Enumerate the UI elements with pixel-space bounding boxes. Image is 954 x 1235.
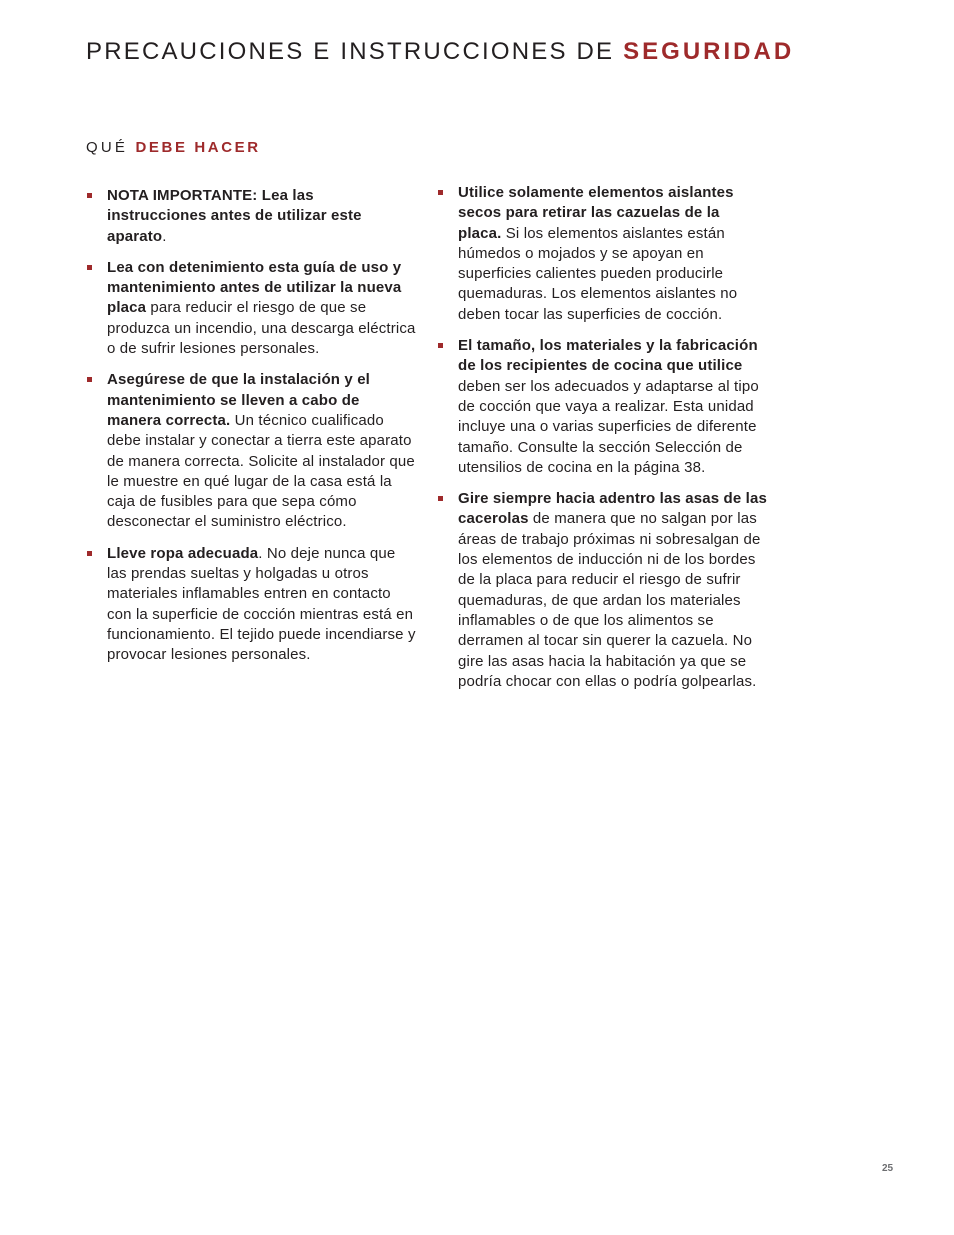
bullet-icon (87, 193, 92, 198)
page-title (86, 36, 794, 68)
item-bold: NOTA IMPORTANTE (107, 187, 253, 204)
bullet-icon (87, 377, 92, 382)
list-item (86, 544, 416, 666)
item-text: : (252, 187, 262, 204)
item-bold: Lleve ropa adecuada (107, 544, 259, 562)
item-bold: Asegúrese de que la instalación y el mantenimiento se lleven a cabo de manera correcta. (107, 371, 370, 429)
section-title-accent: DEBE HACER (135, 139, 261, 156)
list-item (437, 183, 767, 325)
list-item (86, 370, 416, 532)
item-text: deben ser los adecuados y adaptarse al tipo de cocción que vaya a realizar. Esta unidad incluye una o varias superficies de diferente tamaño. Consulte la sección Selección de utensilios de cocina en la página 38. (458, 377, 759, 476)
bullet-icon (438, 496, 443, 501)
page-title-accent: SEGURIDAD (623, 38, 795, 65)
item-bold: Lea con detenimiento esta guía de uso y mantenimiento antes de utilizar la nueva placa (107, 258, 402, 317)
section-title-plain: QUÉ (86, 139, 136, 156)
bullet-icon (87, 551, 92, 556)
list-item (437, 336, 767, 478)
list-item (86, 186, 416, 247)
bullet-icon (438, 190, 443, 195)
item-text: para reducir el riesgo de que se produzca un incendio, una descarga eléctrica o de sufrir lesiones personales. (107, 299, 416, 358)
bullet-icon (438, 343, 443, 348)
item-bold: Utilice solamente elementos aislantes secos para retirar las cazuelas de la placa. (458, 184, 734, 242)
right-column (437, 183, 767, 703)
bullet-icon (87, 265, 92, 270)
item-text: . (162, 227, 167, 245)
item-bold: Gire siempre hacia adentro las asas de las cacerolas (458, 490, 767, 528)
page-number: 25 (882, 1163, 894, 1174)
item-text: Un técnico cualificado debe instalar y conectar a tierra este aparato de manera correcta. Solicite al instalador que le muestre en qué lugar de la casa está la caja de fusibles para que sepa cómo desconectar el suministro eléctrico. (107, 411, 415, 531)
section-title (86, 138, 261, 158)
list-item (86, 258, 416, 359)
left-column (86, 186, 416, 677)
item-text: . No deje nunca que las prendas sueltas y holgadas u otros materiales inflamables entren en contacto con la superficie de cocción mientras está en funcionamiento. El tejido puede incendiarse y provocar lesiones personales. (107, 544, 416, 664)
item-bold: El tamaño, los materiales y la fabricación de los recipientes de cocina que utilice (458, 337, 758, 375)
list-item (437, 489, 767, 692)
page-title-plain: PRECAUCIONES E INSTRUCCIONES DE (86, 38, 624, 65)
item-text: de manera que no salgan por las áreas de trabajo próximas ni sobresalgan de los elementos de inducción ni de los bordes de la placa para reducir el riesgo de sufrir quemaduras, de que ardan los materiales inflamables o de que los alimentos se derramen al tocar sin querer la cazuela. No gire las asas hacia la habitación ya que se podría chocar con ellas o podría golpearlas. (458, 510, 761, 690)
item-bold: Lea las instrucciones antes de utilizar este aparato (107, 187, 362, 245)
item-text: Si los elementos aislantes están húmedos o mojados y se apoyan en superficies calientes pueden producirle quemaduras. Los elementos aislantes no deben tocar las superficies de cocción. (458, 224, 738, 323)
